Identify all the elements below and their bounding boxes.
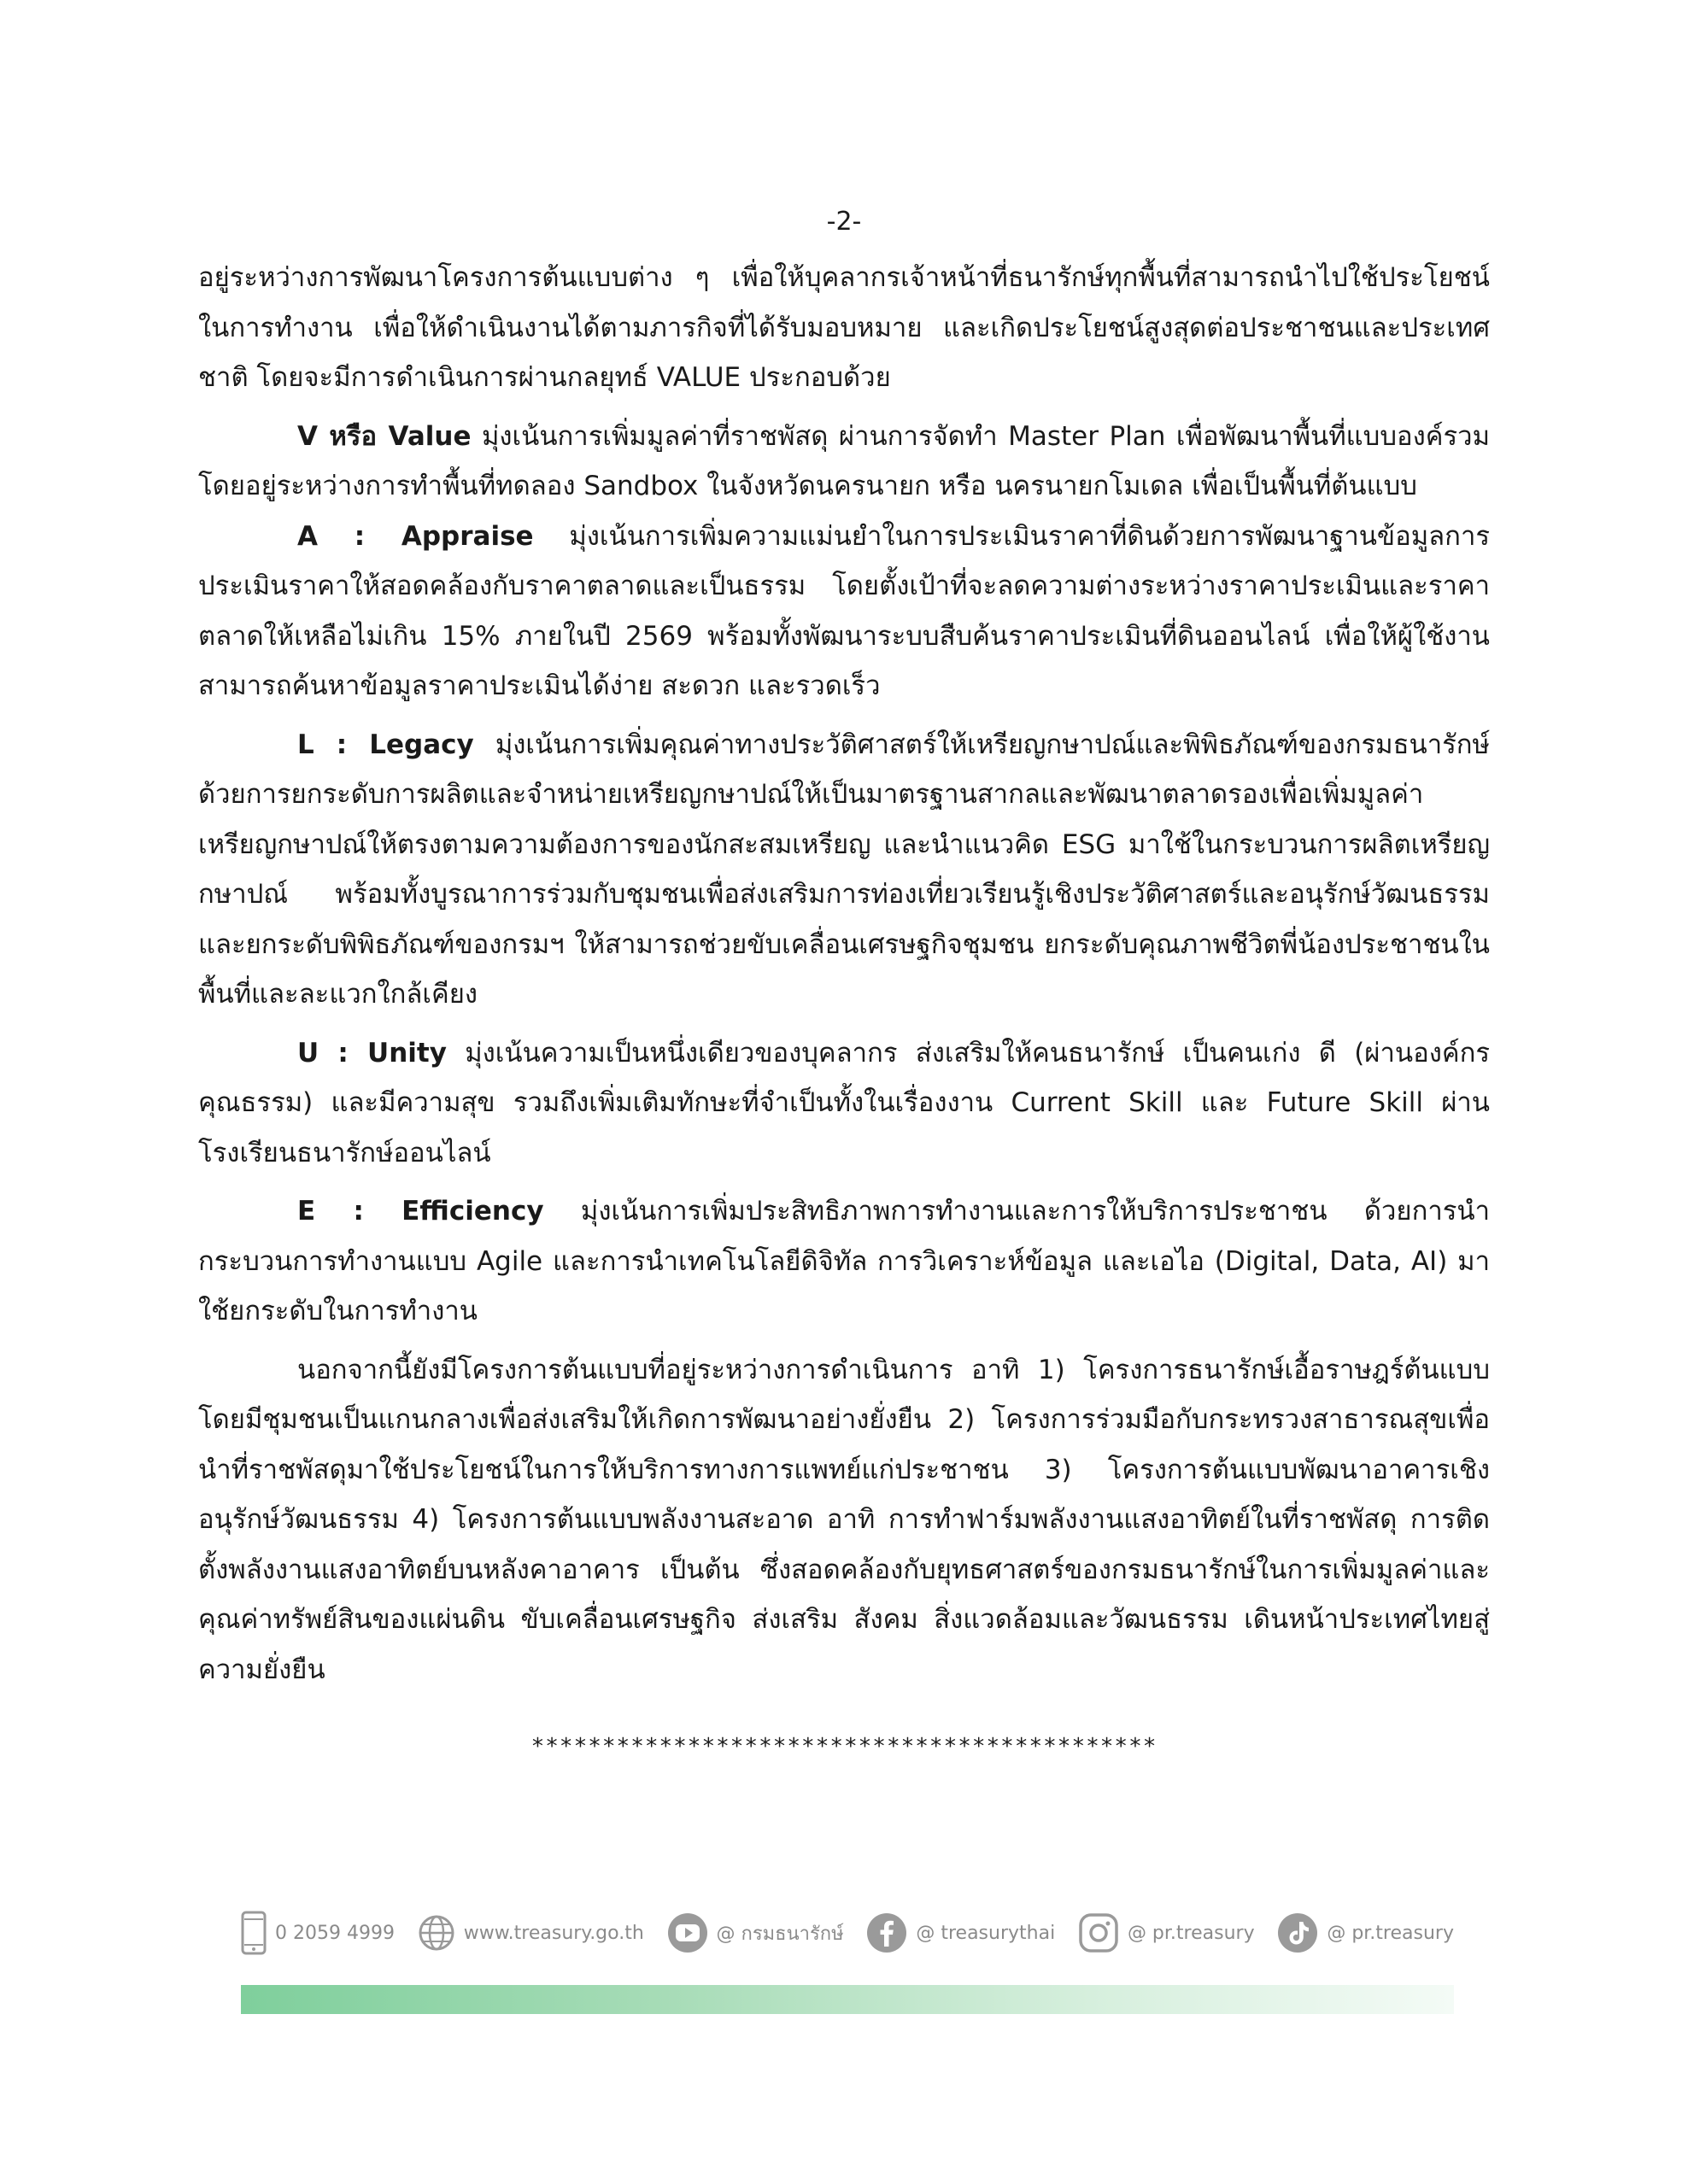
unity-heading: U : Unity	[297, 1037, 447, 1069]
footer-instagram[interactable]	[1078, 1912, 1255, 1953]
document-body	[198, 253, 1490, 1695]
value-heading: V หรือ Value	[297, 420, 472, 452]
tiktok-handle[interactable]: @ pr.treasury	[1327, 1922, 1454, 1944]
legacy-text: มุ่งเน้นการเพิ่มคุณค่าทางประวัติศาสตร์ให้เหรียญกษาปณ์และพิพิธภัณฑ์ของกรมธนารักษ์ ด้วยการยกระดับการผลิตและจำหน่ายเหรียญกษาปณ์ให้เป็นมาตรฐานสากลและพัฒนาตลาดรองเพื่อเพิ่มมูลค่าเหรียญกษาปณ์ให้ตรงตามความต้องการของนักสะสมเหรียญ และนำแนวคิด ESG มาใช้ในกระบวนการผลิตเหรียญกษาปณ์ พร้อมทั้งบูรณาการร่วมกับชุมชนเพื่อส่งเสริมการท่องเที่ยวเรียนรู้เชิงประวัติศาสตร์และอนุรักษ์วัฒนธรรม และยกระดับพิพิธภัณฑ์ของกรมฯ ให้สามารถช่วยขับเคลื่อนเศรษฐกิจชุมชน ยกระดับคุณภาพชีวิตพี่น้องประชาชนในพื้นที่และละแวกใกล้เคียง	[198, 729, 1490, 1010]
unity-text: มุ่งเน้นความเป็นหนึ่งเดียวของบุคลากร ส่งเสริมให้คนธนารักษ์ เป็นคนเก่ง ดี (ผ่านองค์กรคุณธรรม) และมีความสุข รวมถึงเพิ่มเติมทักษะที่จำเป็นทั้งในเรื่องงาน Current Skill และ Future Skill ผ่านโรงเรียนธนารักษ์ออนไลน์	[198, 1037, 1490, 1168]
youtube-handle[interactable]: @ กรมธนารักษ์	[716, 1923, 844, 1945]
phone-icon	[241, 1911, 267, 1955]
instagram-handle[interactable]: @ pr.treasury	[1127, 1922, 1255, 1944]
footer-contacts	[241, 1903, 1454, 1963]
value-text: มุ่งเน้นการเพิ่มมูลค่าที่ราชพัสดุ ผ่านการจัดทำ Master Plan เพื่อพัฒนาพื้นที่แบบองค์รวม โดยอยู่ระหว่างการทำพื้นที่ทดลอง Sandbox ในจังหวัดนครนายก หรือ นครนายกโมเดล เพื่อเป็นพื้นที่ต้นแบบ	[198, 420, 1490, 501]
unity-paragraph	[198, 1028, 1490, 1179]
footer-gradient-bar	[241, 1985, 1454, 2014]
intro-paragraph: อยู่ระหว่างการพัฒนาโครงการต้นแบบต่าง ๆ เพื่อให้บุคลากรเจ้าหน้าที่ธนารักษ์ทุกพื้นที่สามารถนำไปใช้ประโยชน์ในการทำงาน เพื่อให้ดำเนินงานได้ตามภารกิจที่ได้รับมอบหมาย และเกิดประโยชน์สูงสุดต่อประชาชนและประเทศชาติ โดยจะมีการดำเนินการผ่านกลยุทธ์ VALUE ประกอบด้วย	[198, 262, 1490, 393]
footer-youtube[interactable]	[667, 1912, 844, 1953]
tiktok-icon	[1277, 1912, 1318, 1953]
efficiency-text: มุ่งเน้นการเพิ่มประสิทธิภาพการทำงานและการให้บริการประชาชน ด้วยการนำกระบวนการทำงานแบบ Agile และการนำเทคโนโลยีดิจิทัล การวิเคราะห์ข้อมูล และเอไอ (Digital, Data, AI) มาใช้ยกระดับในการทำงาน	[198, 1196, 1491, 1326]
instagram-icon	[1078, 1912, 1119, 1953]
appraise-text: มุ่งเน้นการเพิ่มความแม่นยำในการประเมินราคาที่ดินด้วยการพัฒนาฐานข้อมูลการประเมินราคาให้สอดคล้องกับราคาตลาดและเป็นธรรม โดยตั้งเป้าที่จะลดความต่างระหว่างราคาประเมินและราคาตลาดให้เหลือไม่เกิน 15% ภายในปี 2569 พร้อมทั้งพัฒนาระบบสืบค้นราคาประเมินที่ดินออนไลน์ เพื่อให้ผู้ใช้งานสามารถค้นหาข้อมูลราคาประเมินได้ง่าย สะดวก และรวดเร็ว	[198, 520, 1491, 701]
footer-tiktok[interactable]	[1277, 1912, 1454, 1953]
page-number: -2-	[826, 207, 862, 237]
legacy-paragraph	[198, 720, 1490, 1020]
appraise-paragraph	[198, 512, 1490, 711]
globe-icon	[418, 1914, 455, 1952]
legacy-heading: L : Legacy	[297, 729, 474, 760]
youtube-icon	[667, 1912, 708, 1953]
facebook-icon	[866, 1912, 907, 1953]
efficiency-paragraph	[198, 1186, 1490, 1337]
efficiency-heading: E : Efficiency	[297, 1196, 544, 1227]
closing-paragraph: นอกจากนี้ยังมีโครงการต้นแบบที่อยู่ระหว่างการดำเนินการ อาทิ 1) โครงการธนารักษ์เอื้อราษฎร์ต้นแบบโดยมีชุมชนเป็นแกนกลางเพื่อส่งเสริมให้เกิดการพัฒนาอย่างยั่งยืน 2) โครงการร่วมมือกับกระทรวงสาธารณสุขเพื่อนำที่ราชพัสดุมาใช้ประโยชน์ในการให้บริการทางการแพทย์แก่ประชาชน 3) โครงการต้นแบบพัฒนาอาคารเชิงอนุรักษ์วัฒนธรรม 4) โครงการต้นแบบพลังงานสะอาด อาทิ การทำฟาร์มพลังงานแสงอาทิตย์ในที่ราชพัสดุ การติดตั้งพลังงานแสงอาทิตย์บนหลังคาอาคาร เป็นต้น ซึ่งสอดคล้องกับยุทธศาสตร์ของกรมธนารักษ์ในการเพิ่มมูลค่าและคุณค่าทรัพย์สินของแผ่นดิน ขับเคลื่อนเศรษฐกิจ ส่งเสริม สังคม สิ่งแวดล้อมและวัฒนธรรม เดินหน้าประเทศไทยสู่ความยั่งยืน	[198, 1354, 1490, 1685]
footer-phone[interactable]	[241, 1911, 395, 1955]
footer-website[interactable]	[418, 1914, 644, 1952]
separator: ********************************************	[530, 1734, 1158, 1759]
phone-number: 0 2059 4999	[275, 1922, 395, 1944]
footer-facebook[interactable]	[866, 1912, 1055, 1953]
appraise-heading: A : Appraise	[297, 520, 534, 552]
website-link[interactable]: www.treasury.go.th	[463, 1922, 644, 1944]
facebook-handle[interactable]: @ treasurythai	[916, 1922, 1056, 1944]
value-paragraph	[198, 412, 1490, 512]
